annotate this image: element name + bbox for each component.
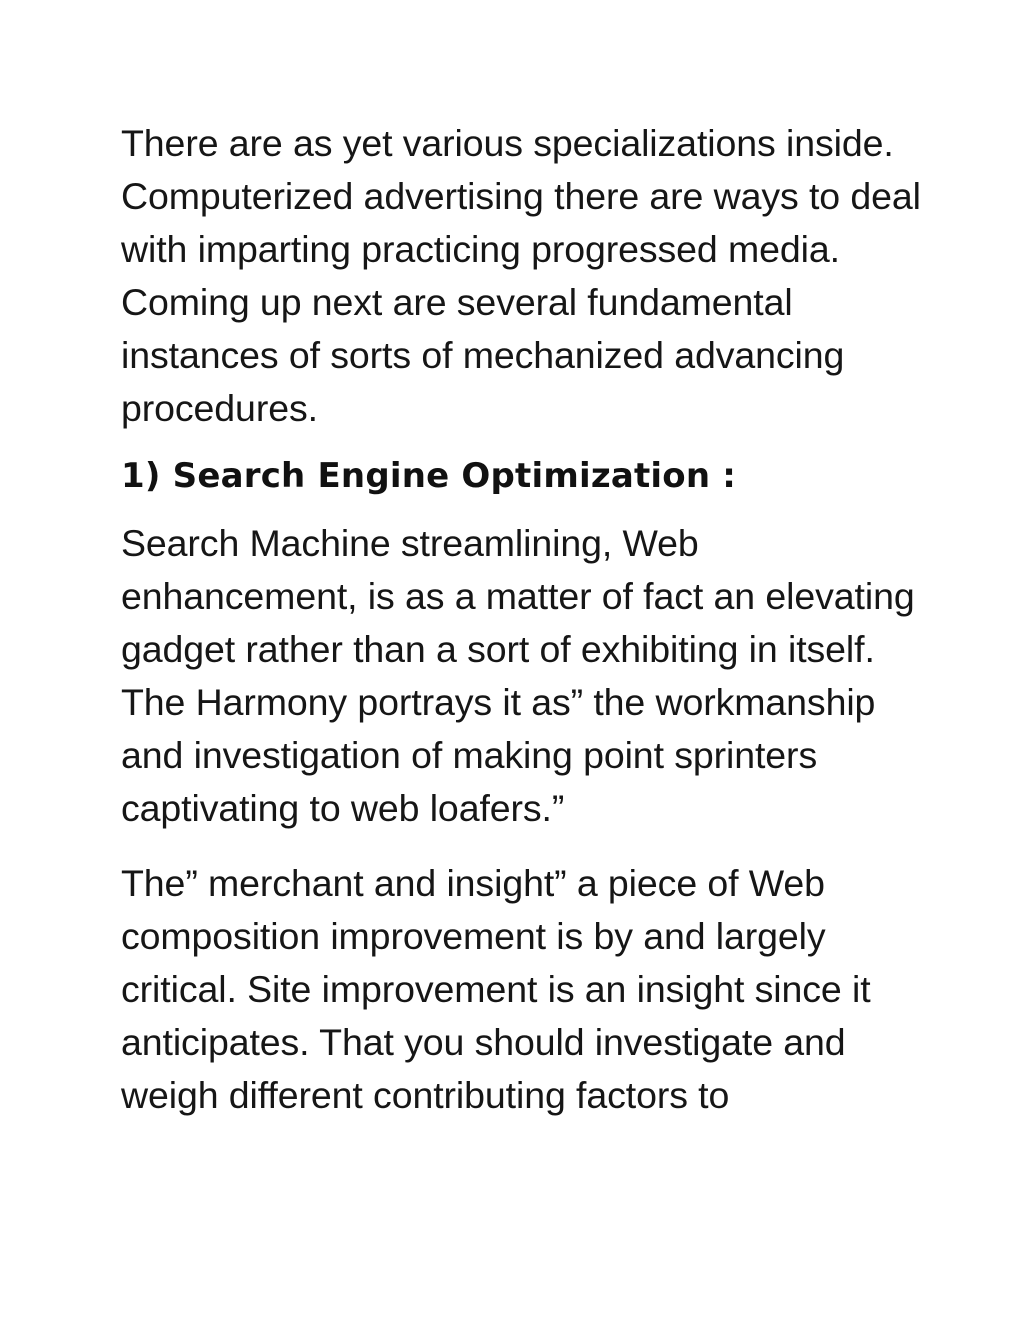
seo-paragraph: Search Machine streamlining, Web enhancement, is as a matter of fact an elevating gadget rather than a sort of exhibiting in itself. The Harmony portrays it as” the workmanship and investigation of making point sprinters captivating to web loafers.” [121, 522, 915, 829]
section-heading-seo: 1) Search Engine Optimization : [121, 456, 737, 496]
document-body [121, 117, 921, 1122]
intro-paragraph: There are as yet various specializations inside. Computerized advertising there are ways to deal with imparting practicing progressed media. Coming up next are several fundamental instances of sorts of mechanized advancing procedures. [121, 122, 921, 429]
continuation-paragraph: The” merchant and insight” a piece of Web composition improvement is by and largely critical. Site improvement is an insight since it anticipates. That you should investigate and weigh different contributing factors to [121, 862, 871, 1116]
